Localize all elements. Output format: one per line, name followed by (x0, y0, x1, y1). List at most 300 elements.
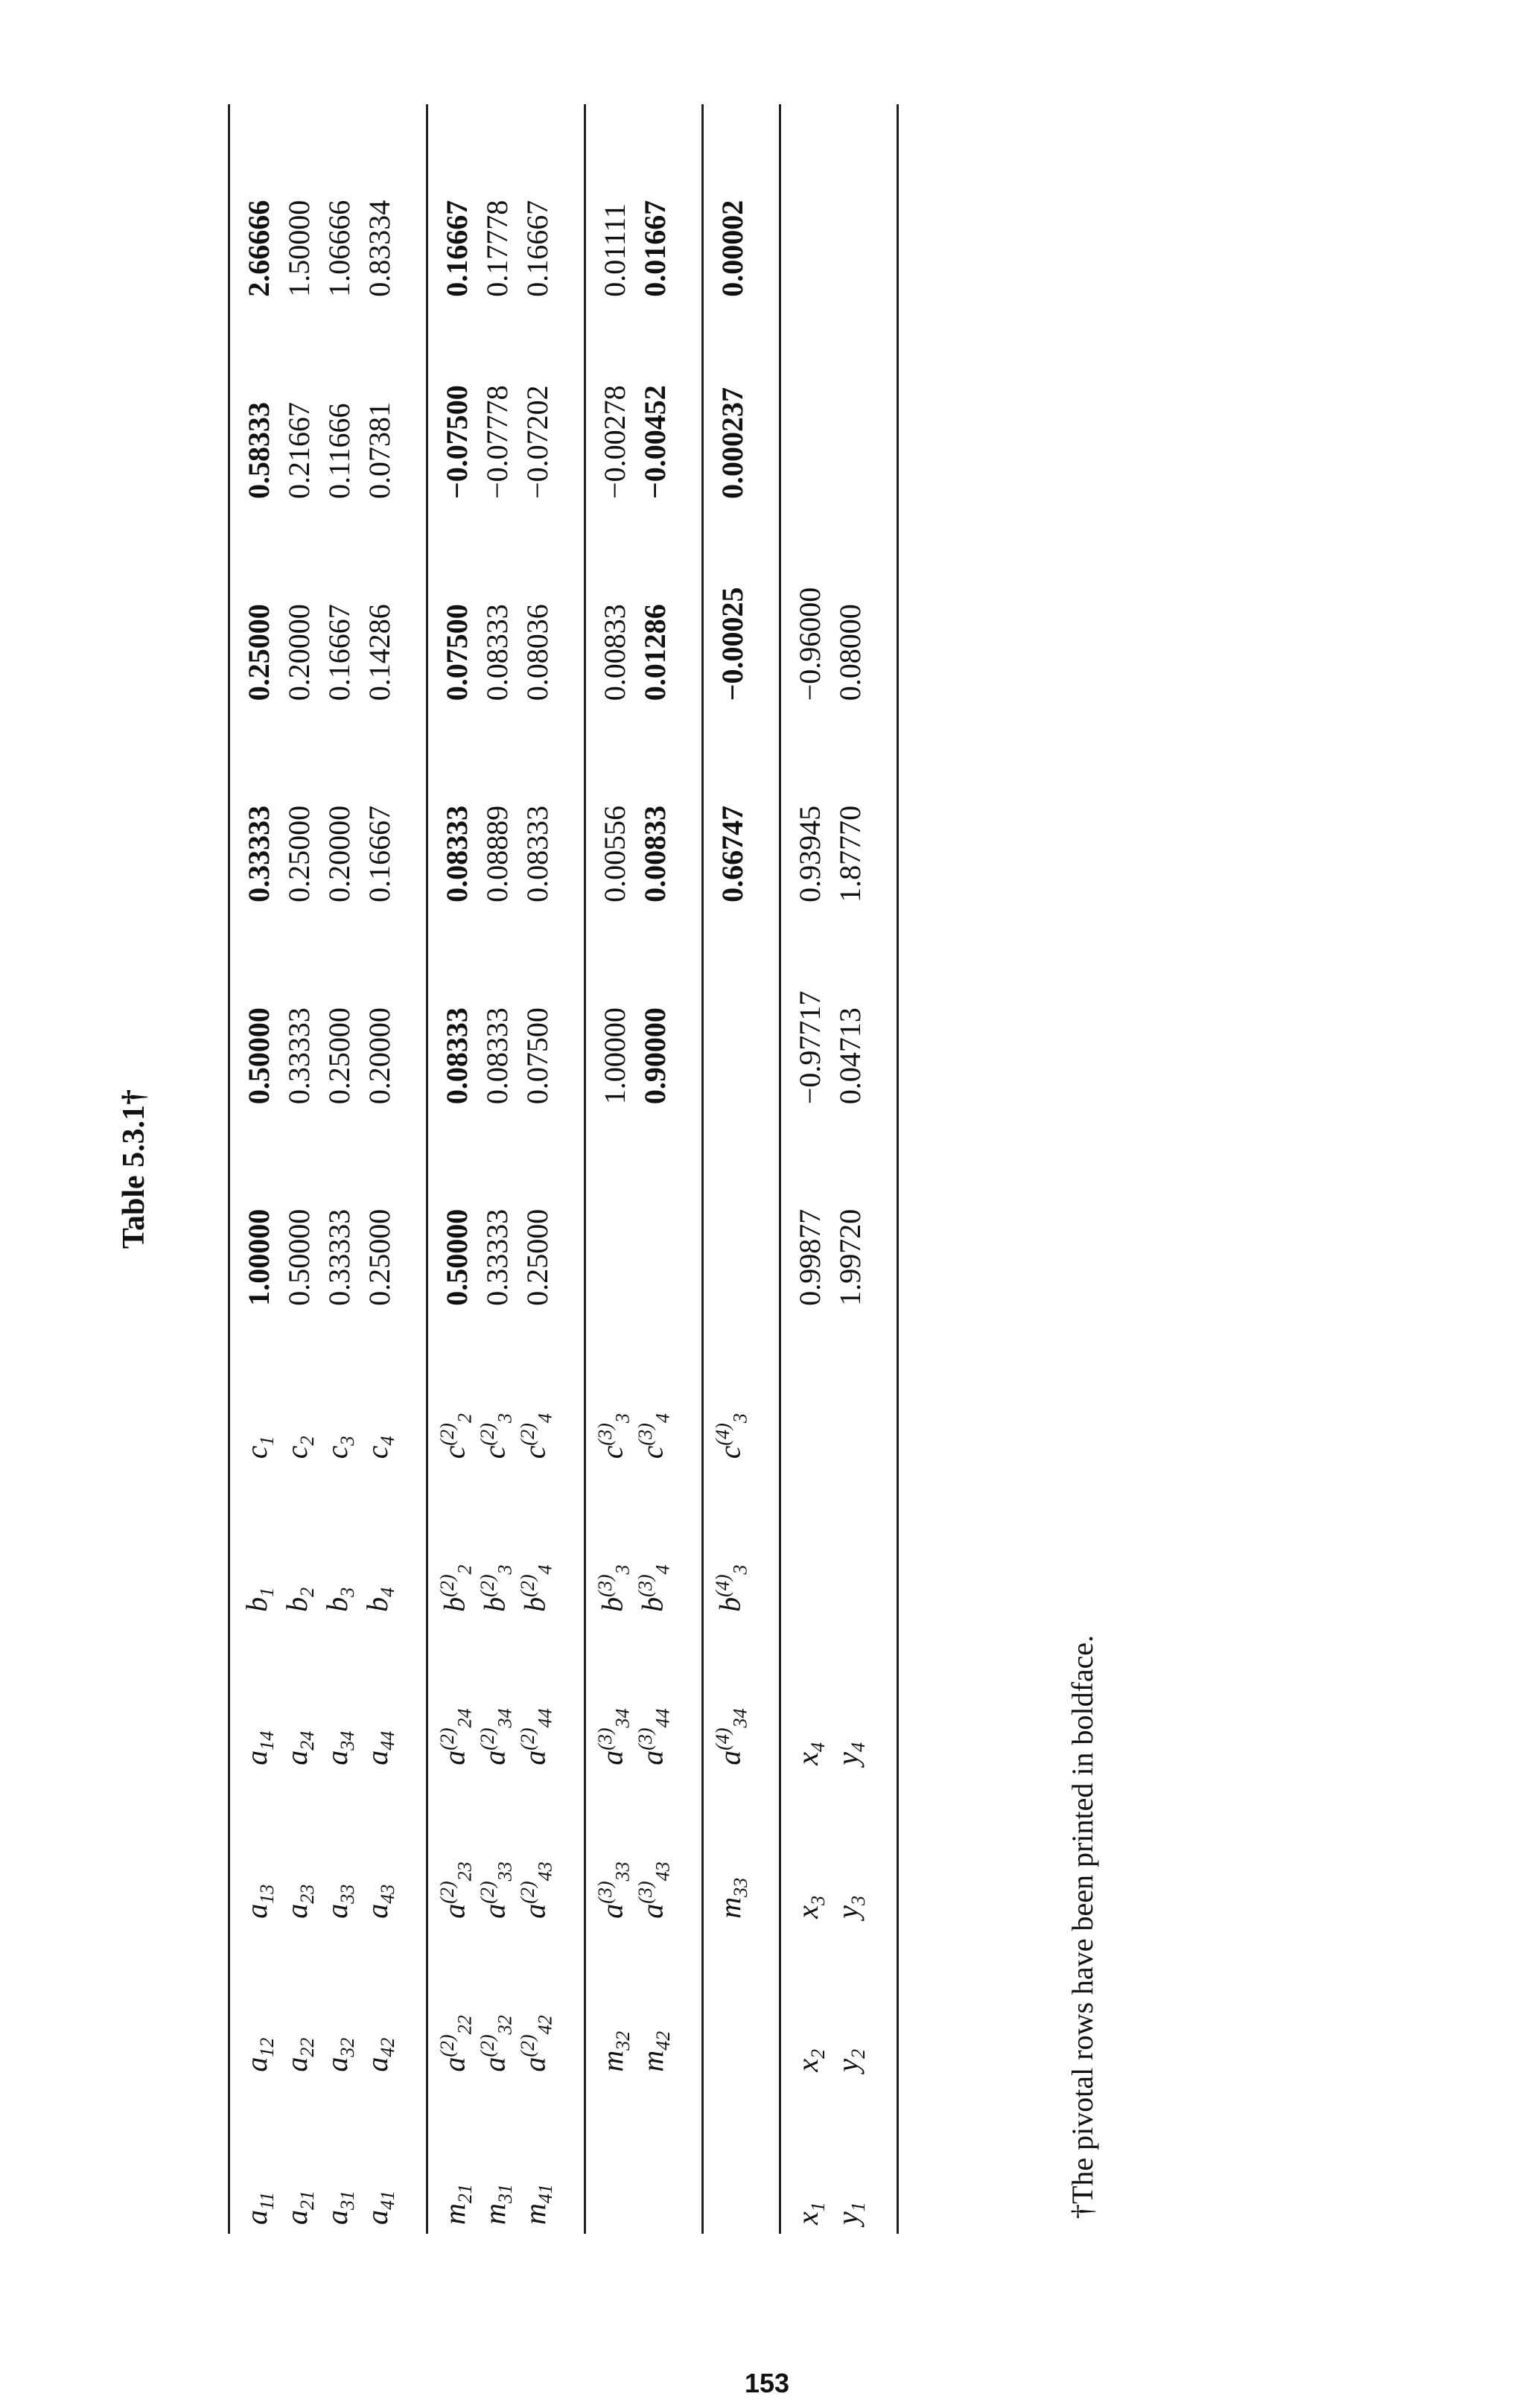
value-cell: 0.20000 (281, 604, 316, 701)
value-cell (789, 306, 830, 508)
value-cell: 0.25000 (322, 1007, 356, 1105)
symbol-base: a (518, 1750, 552, 1765)
table-row (634, 104, 675, 2234)
symbol-cell (436, 1468, 477, 1621)
symbol-base: a (279, 2057, 313, 2072)
value-cell (712, 1113, 752, 1315)
symbol-base: a (477, 1903, 512, 1919)
symbol-cell (830, 1928, 870, 2081)
symbol-base: m (635, 2050, 669, 2072)
value-cell: 0.07500 (439, 604, 474, 701)
symbol-subscript: 3 (336, 1436, 358, 1446)
section-rule (870, 104, 907, 2234)
symbol-subscript: 4 (847, 1742, 869, 1753)
symbol-base: y (830, 2211, 865, 2225)
symbol-base: c (595, 1445, 629, 1459)
section-rule (557, 104, 594, 2234)
symbol-base: c (713, 1445, 747, 1459)
value-cell: 0.25000 (241, 604, 276, 701)
symbol-superscript: (4) (712, 1727, 734, 1751)
value-cell: 0.08333 (520, 805, 554, 902)
symbol-subscript: 12 (255, 2037, 278, 2057)
symbol-base: a (437, 1903, 471, 1919)
symbol-subscript: 44 (534, 1708, 556, 1728)
symbol-base: b (477, 1596, 512, 1612)
symbol-superscript: (2) (517, 1423, 539, 1446)
symbol-cell (634, 1468, 675, 1621)
symbol-cell (634, 1928, 675, 2081)
symbol-superscript: (3) (594, 1574, 617, 1597)
symbol-base: a (239, 2210, 273, 2225)
value-cell: 0.01286 (637, 604, 672, 701)
symbol-subscript: 1 (806, 2202, 829, 2212)
table-row (477, 104, 517, 2234)
symbol-base: b (595, 1596, 629, 1612)
symbol-base: b (360, 1596, 394, 1612)
gaussian-elimination-table (201, 104, 907, 2234)
symbol-base: b (437, 1596, 471, 1612)
symbol-cell (789, 1928, 830, 2081)
symbol-cell (789, 1468, 830, 1621)
symbol-base: b (239, 1596, 273, 1612)
value-cell: 0.16667 (439, 200, 474, 297)
symbol-subscript: 1 (847, 2202, 869, 2212)
symbol-superscript: (2) (436, 2034, 459, 2057)
section-rule (752, 104, 789, 2234)
symbol-cell (238, 1315, 278, 1468)
table-row (594, 104, 634, 2234)
value-cell: 0.11666 (322, 403, 356, 499)
symbol-subscript: 2 (296, 1436, 318, 1446)
symbol-cell (789, 1774, 830, 1928)
value-cell: 0.50000 (281, 1208, 316, 1306)
symbol-superscript: (3) (594, 1423, 617, 1446)
value-cell: 0.20000 (322, 805, 356, 902)
symbol-subscript: 11 (255, 2191, 278, 2210)
value-cell: 0.16667 (520, 200, 554, 297)
symbol-superscript: (3) (634, 1881, 657, 1904)
symbol-base: a (518, 2057, 552, 2072)
symbol-base: a (239, 1903, 273, 1919)
value-cell: 0.33333 (241, 805, 276, 902)
symbol-cell (517, 1315, 557, 1468)
symbol-cell (594, 1315, 634, 1468)
value-cell: 1.99720 (832, 1208, 867, 1306)
symbol-cell (830, 2081, 870, 2234)
symbol-subscript: 33 (611, 1861, 634, 1882)
symbol-subscript: 43 (534, 1861, 556, 1882)
symbol-cell (238, 1928, 278, 2081)
symbol-subscript: 2 (806, 2048, 829, 2059)
symbol-subscript: 23 (296, 1884, 318, 1904)
symbol-base: a (518, 1903, 552, 1919)
symbol-cell (789, 1315, 830, 1468)
symbol-base: a (437, 2057, 471, 2072)
symbol-cell (359, 1928, 399, 2081)
symbol-base: c (279, 1445, 313, 1459)
table-row (712, 104, 752, 2234)
symbol-subscript: 2 (453, 1413, 476, 1424)
value-cell: 0.08333 (439, 1007, 474, 1105)
table-row (359, 104, 399, 2234)
symbol-cell (319, 2081, 359, 2234)
symbol-subscript: 41 (376, 2191, 398, 2210)
value-cell: 0.90000 (637, 1007, 672, 1105)
symbol-base: a (595, 1903, 629, 1919)
value-cell: 0.000237 (715, 386, 749, 499)
symbol-cell (359, 1315, 399, 1468)
symbol-cell (830, 1774, 870, 1928)
symbol-superscript: (2) (477, 1423, 499, 1446)
symbol-subscript: 23 (453, 1861, 476, 1882)
symbol-cell (436, 2081, 477, 2234)
value-cell (712, 911, 752, 1113)
symbol-subscript: 3 (611, 1564, 634, 1575)
value-cell (789, 104, 830, 306)
symbol-subscript: 1 (255, 1436, 278, 1446)
rotated-table-page (112, 74, 1139, 2264)
symbol-subscript: 3 (847, 1895, 869, 1905)
symbol-cell (594, 1468, 634, 1621)
symbol-subscript: 31 (336, 2191, 358, 2210)
symbol-base: x (790, 2211, 824, 2225)
value-cell: −0.00278 (597, 385, 631, 499)
symbol-subscript: 34 (494, 1708, 516, 1728)
symbol-base: a (360, 1903, 394, 1919)
symbol-cell (712, 2081, 752, 2234)
symbol-subscript: 3 (806, 1895, 829, 1905)
symbol-subscript: 4 (376, 1436, 398, 1446)
symbol-cell (319, 1468, 359, 1621)
symbol-cell (789, 2081, 830, 2234)
symbol-base: c (635, 1445, 669, 1459)
table-row (436, 104, 477, 2234)
symbol-cell (238, 2081, 278, 2234)
symbol-base: x (790, 2058, 824, 2072)
symbol-cell (594, 1928, 634, 2081)
symbol-subscript: 3 (494, 1413, 516, 1424)
value-cell: 0.93945 (792, 805, 827, 902)
value-cell: −0.07500 (439, 385, 474, 499)
value-cell: 0.25000 (362, 1208, 396, 1306)
top-rule (201, 104, 238, 2234)
symbol-base: a (360, 2210, 394, 2225)
symbol-base: a (635, 1903, 669, 1919)
symbol-subscript: 4 (652, 1413, 674, 1424)
value-cell: 1.00000 (241, 1208, 276, 1306)
symbol-cell (477, 1774, 517, 1928)
symbol-base: a (713, 1750, 747, 1765)
value-cell: 0.83334 (362, 200, 396, 297)
symbol-cell (634, 1621, 675, 1774)
symbol-superscript: (2) (436, 1423, 459, 1446)
symbol-base: a (279, 2210, 313, 2225)
symbol-subscript: 2 (296, 1587, 318, 1597)
symbol-base: a (635, 1750, 669, 1765)
symbol-subscript: 32 (494, 2015, 516, 2035)
symbol-base: b (635, 1596, 669, 1612)
symbol-subscript: 31 (494, 2184, 516, 2204)
value-cell: 0.16667 (362, 805, 396, 902)
symbol-superscript: (3) (594, 1727, 617, 1751)
symbol-cell (594, 2081, 634, 2234)
symbol-base: x (790, 1905, 824, 1919)
symbol-cell (712, 1315, 752, 1468)
symbol-base: b (518, 1596, 552, 1612)
symbol-subscript: 33 (494, 1861, 516, 1882)
value-cell: 0.50000 (439, 1208, 474, 1306)
symbol-subscript: 43 (652, 1861, 674, 1882)
value-cell: 0.07500 (520, 1007, 554, 1105)
symbol-superscript: (3) (594, 1881, 617, 1904)
value-cell: 0.50000 (241, 1007, 276, 1105)
value-cell: 0.08036 (520, 604, 554, 701)
symbol-base: a (239, 2057, 273, 2072)
symbol-cell (319, 1315, 359, 1468)
symbol-subscript: 42 (534, 2015, 556, 2035)
value-cell: 0.08333 (480, 604, 514, 701)
symbol-cell (477, 1621, 517, 1774)
symbol-cell (319, 1928, 359, 2081)
symbol-cell (517, 1621, 557, 1774)
table-footnote: †The pivotal rows have been printed in boldface. (1066, 1634, 1099, 2219)
symbol-subscript: 21 (296, 2191, 318, 2210)
symbol-subscript: 44 (376, 1730, 398, 1751)
value-cell: 0.20000 (362, 1007, 396, 1105)
symbol-base: c (239, 1445, 273, 1459)
value-cell: 0.33333 (322, 1208, 356, 1306)
value-cell (830, 306, 870, 508)
symbol-base: a (239, 1750, 273, 1765)
symbol-base: y (830, 1752, 865, 1765)
table-row (238, 104, 278, 2234)
symbol-subscript: 24 (453, 1708, 476, 1728)
symbol-cell (278, 2081, 319, 2234)
table-row (319, 104, 359, 2234)
value-cell: 0.00002 (715, 200, 749, 297)
symbol-base: x (790, 1752, 824, 1765)
symbol-cell (278, 1928, 319, 2081)
symbol-subscript: 4 (534, 1564, 556, 1575)
symbol-base: a (477, 1750, 512, 1765)
value-cell: 1.00000 (597, 1007, 631, 1105)
symbol-cell (517, 1928, 557, 2081)
symbol-superscript: (4) (712, 1423, 734, 1446)
value-cell: 0.00833 (637, 805, 672, 902)
value-cell (594, 1113, 634, 1315)
value-cell: 0.08000 (832, 604, 867, 701)
symbol-cell (712, 1468, 752, 1621)
symbol-subscript: 4 (652, 1564, 674, 1575)
symbol-cell (634, 1315, 675, 1468)
value-cell: 0.21667 (281, 401, 316, 499)
symbol-subscript: 3 (611, 1413, 634, 1424)
symbol-cell (712, 1774, 752, 1928)
value-cell: 0.33333 (281, 1007, 316, 1105)
symbol-base: m (437, 2203, 471, 2225)
symbol-superscript: (2) (477, 1574, 499, 1597)
symbol-subscript: 43 (376, 1884, 398, 1904)
symbol-base: a (279, 1903, 313, 1919)
table-caption: Table 5.3.1† (117, 1089, 151, 1249)
symbol-subscript: 4 (376, 1587, 398, 1597)
symbol-cell (594, 1774, 634, 1928)
symbol-base: y (830, 1905, 865, 1919)
section-rule (399, 104, 436, 2234)
value-cell: 0.33333 (480, 1208, 514, 1306)
symbol-cell (789, 1621, 830, 1774)
value-cell: −0.00452 (637, 385, 672, 499)
symbol-cell (477, 1928, 517, 2081)
symbol-subscript: 42 (652, 2030, 674, 2051)
symbol-subscript: 14 (255, 1730, 278, 1751)
value-cell: −0.07778 (480, 385, 514, 499)
symbol-cell (359, 1621, 399, 1774)
symbol-superscript: (3) (634, 1423, 657, 1446)
symbol-superscript: (2) (436, 1574, 459, 1597)
symbol-subscript: 1 (255, 1587, 278, 1597)
symbol-subscript: 22 (453, 2015, 476, 2035)
value-cell: 0.08333 (480, 1007, 514, 1105)
value-cell: 0.08333 (439, 805, 474, 902)
symbol-subscript: 2 (453, 1564, 476, 1575)
symbol-cell (436, 1621, 477, 1774)
symbol-base: m (713, 1896, 747, 1919)
value-cell: 0.16667 (322, 604, 356, 701)
symbol-base: y (830, 2058, 865, 2072)
symbol-subscript: 33 (729, 1877, 751, 1897)
symbol-subscript: 21 (453, 2184, 476, 2204)
symbol-superscript: (4) (712, 1574, 734, 1597)
symbol-cell (436, 1774, 477, 1928)
symbol-base: a (360, 2057, 394, 2072)
symbol-base: c (437, 1445, 471, 1459)
symbol-subscript: 3 (729, 1413, 751, 1424)
value-cell: 0.99877 (792, 1208, 827, 1306)
page-number: 153 (745, 2368, 790, 2398)
symbol-cell (436, 1315, 477, 1468)
value-cell: 0.25000 (520, 1208, 554, 1306)
symbol-superscript: (2) (517, 1574, 539, 1597)
symbol-superscript: (3) (634, 1574, 657, 1597)
value-cell: 0.17778 (480, 200, 514, 297)
symbol-subscript: 34 (729, 1708, 751, 1728)
symbol-cell (238, 1468, 278, 1621)
symbol-subscript: 32 (611, 2030, 634, 2051)
value-cell: 1.87770 (832, 805, 867, 902)
symbol-base: a (595, 1750, 629, 1765)
value-cell: 0.66747 (715, 805, 749, 902)
symbol-cell (712, 1928, 752, 2081)
symbol-superscript: (2) (436, 1727, 459, 1751)
symbol-superscript: (2) (477, 2034, 499, 2057)
symbol-subscript: 34 (611, 1708, 634, 1728)
symbol-cell (319, 1621, 359, 1774)
symbol-cell (359, 1774, 399, 1928)
value-cell: 1.06666 (322, 200, 356, 297)
symbol-subscript: 22 (296, 2037, 318, 2057)
symbol-base: c (319, 1445, 354, 1459)
symbol-cell (359, 2081, 399, 2234)
symbol-base: b (713, 1596, 747, 1612)
symbol-subscript: 32 (336, 2037, 358, 2057)
symbol-base: b (319, 1596, 354, 1612)
symbol-superscript: (2) (517, 2034, 539, 2057)
symbol-cell (517, 2081, 557, 2234)
value-cell: 0.25000 (281, 805, 316, 902)
value-cell: −0.07202 (520, 385, 554, 499)
section-rule (675, 104, 712, 2234)
symbol-cell (477, 2081, 517, 2234)
symbol-base: a (279, 1750, 313, 1765)
value-cell: 0.14286 (362, 604, 396, 701)
symbol-cell (634, 2081, 675, 2234)
symbol-superscript: (2) (517, 1881, 539, 1904)
symbol-superscript: (2) (436, 1881, 459, 1904)
symbol-cell (359, 1468, 399, 1621)
symbol-base: a (319, 2057, 354, 2072)
symbol-subscript: 4 (806, 1742, 829, 1753)
symbol-subscript: 42 (376, 2037, 398, 2057)
value-cell: −0.96000 (792, 587, 827, 701)
value-cell: 2.66666 (241, 200, 276, 297)
symbol-base: a (319, 1903, 354, 1919)
symbol-base: b (279, 1596, 313, 1612)
value-cell: 0.01111 (597, 203, 631, 297)
value-cell: 0.58333 (241, 401, 276, 499)
symbol-cell (830, 1621, 870, 1774)
symbol-subscript: 44 (652, 1708, 674, 1728)
value-cell: 0.00833 (597, 604, 631, 701)
symbol-cell (712, 1621, 752, 1774)
symbol-cell (517, 1774, 557, 1928)
symbol-cell (238, 1774, 278, 1928)
value-cell (830, 104, 870, 306)
symbol-subscript: 33 (336, 1884, 358, 1904)
symbol-cell (477, 1315, 517, 1468)
symbol-cell (436, 1928, 477, 2081)
table-row (517, 104, 557, 2234)
table-row (830, 104, 870, 2234)
symbol-subscript: 24 (296, 1730, 318, 1751)
symbol-cell (278, 1774, 319, 1928)
symbol-subscript: 41 (534, 2184, 556, 2204)
symbol-cell (634, 1774, 675, 1928)
symbol-cell (830, 1468, 870, 1621)
symbol-superscript: (2) (477, 1727, 499, 1751)
symbol-subscript: 2 (847, 2048, 869, 2059)
symbol-subscript: 3 (494, 1564, 516, 1575)
symbol-base: a (360, 1750, 394, 1765)
symbol-cell (477, 1468, 517, 1621)
symbol-base: m (595, 2050, 629, 2072)
symbol-base: c (360, 1445, 394, 1459)
value-cell: −0.97717 (792, 990, 827, 1105)
symbol-subscript: 13 (255, 1884, 278, 1904)
symbol-base: c (477, 1445, 512, 1459)
symbol-base: a (319, 1750, 354, 1765)
value-cell: 0.01667 (637, 200, 672, 297)
symbol-superscript: (3) (634, 1727, 657, 1751)
symbol-cell (319, 1774, 359, 1928)
symbol-base: m (477, 2203, 512, 2225)
value-cell: 0.00556 (597, 805, 631, 902)
symbol-cell (594, 1621, 634, 1774)
value-cell: 0.07381 (362, 401, 396, 499)
value-cell: 1.50000 (281, 200, 316, 297)
value-cell (634, 1113, 675, 1315)
symbol-subscript: 4 (534, 1413, 556, 1424)
